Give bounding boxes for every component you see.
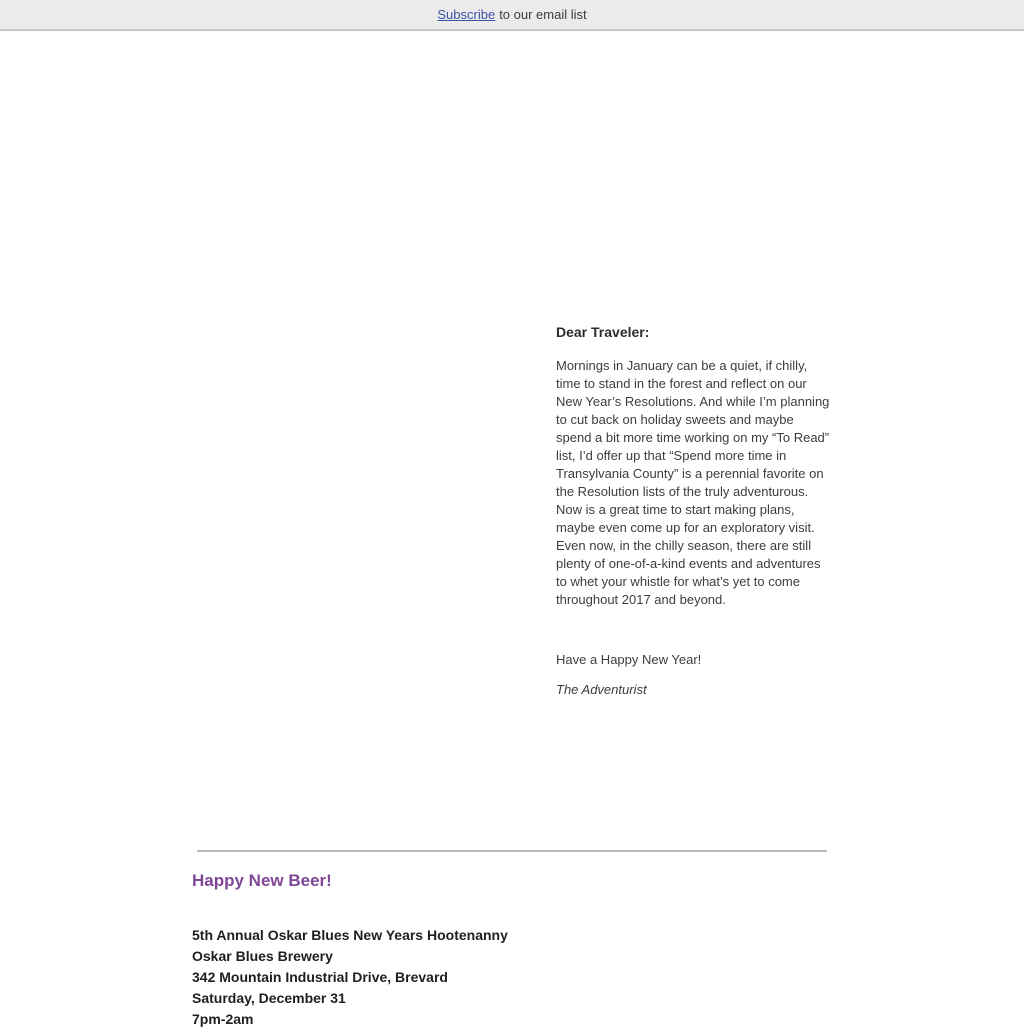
- letter-row: [192, 324, 832, 699]
- subscribe-bar: [0, 0, 1024, 31]
- hero-image-placeholder: [192, 31, 832, 324]
- spacer: [192, 699, 832, 850]
- events-heading: Happy New Beer!: [192, 871, 332, 890]
- event-details: 5th Annual Oskar Blues New Years Hootenanny Oskar Blues Brewery 342 Mountain Industrial Drive, Brevard Saturday, December 31 7pm-2am: [192, 927, 508, 1027]
- subscribe-link[interactable]: Subscribe: [437, 7, 496, 22]
- letter-text-column: [556, 324, 832, 699]
- events-section: [192, 852, 832, 1030]
- letter-salutation: Dear Traveler:: [556, 324, 650, 340]
- letter-body: Mornings in January can be a quiet, if chilly, time to stand in the forest and reflect on our New Year’s Resolutions. And while I’m planning to cut back on holiday sweets and maybe spend a bit more time working on my “To Read” list, I’d offer up that “Spend more time in Transylvania County” is a perennial favorite on the Resolution lists of the truly adventurous. Now is a great time to start making plans, maybe even come up for an exploratory visit. Even now, in the chilly season, there are still plenty of one-of-a-kind events and adventures to whet your whistle for what’s yet to come throughout 2017 and beyond.: [556, 358, 830, 607]
- letter-signature: The Adventurist: [556, 682, 647, 697]
- letter-closing: Have a Happy New Year!: [556, 652, 702, 667]
- subscribe-bar-text: to our email list: [499, 7, 587, 22]
- letter-image-placeholder: [192, 324, 556, 699]
- email-body: [192, 31, 832, 1030]
